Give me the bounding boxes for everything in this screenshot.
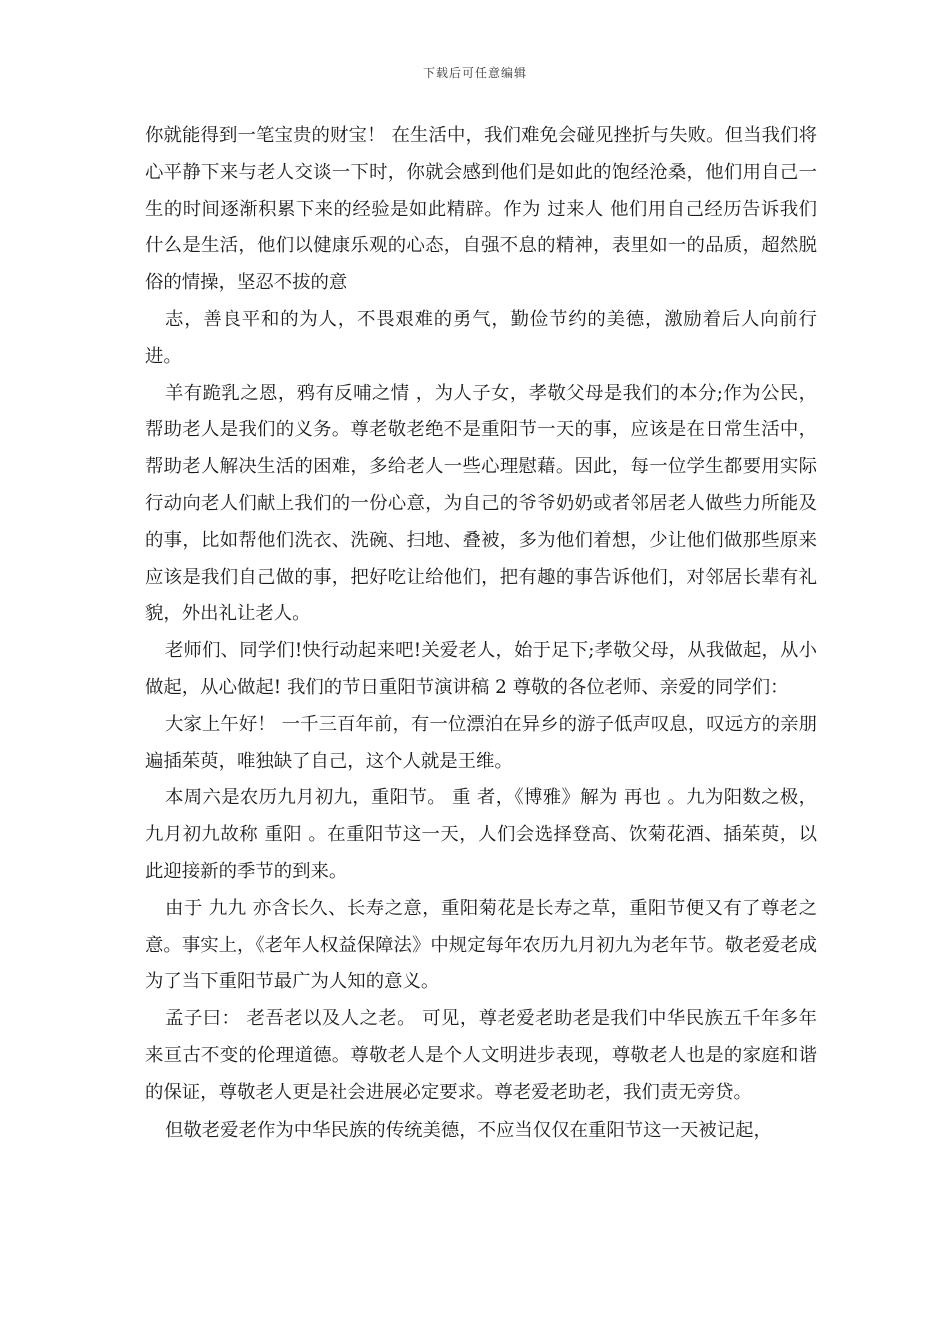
paragraph-7: 由于 九九 亦含长久、长寿之意，重阳菊花是长寿之草，重阳节便又有了尊老之意。事实上，《老年人权益保障法》中规定每年农历九月初九为老年节。敬老爱老成为了当下重阳节最广为人知的意义。 [145, 897, 817, 993]
paragraph-8: 孟子曰： 老吾老以及人之老。 可见，尊老爱老助老是我们中华民族五千年多年来亘古不变的伦理道德。尊敬老人是个人文明进步表现，尊敬老人也是的家庭和谐的保证，尊敬老人更是社会进展必定要求。尊老爱老助老，我们责无旁贷。 [145, 1008, 817, 1103]
paragraph-5: 大家上午好！ 一千三百年前，有一位漂泊在异乡的游子低声叹息，叹远方的亲朋遍插茱萸，唯独缺了自己，这个人就是王维。 [145, 713, 817, 772]
paragraph-4: 老师们、同学们!快行动起来吧!关爱老人，始于足下;孝敬父母，从我做起，从小做起，从心做起! 我们的节日重阳节演讲稿 2 尊敬的各位老师、亲爱的同学们： [145, 640, 817, 698]
document-body [145, 118, 817, 1149]
paragraph-3: 羊有跪乳之恩，鸦有反哺之情 ，为人子女，孝敬父母是我们的本分;作为公民，帮助老人是我们的义务。尊老敬老绝不是重阳节一天的事，应该是在日常生活中，帮助老人解决生活的困难，多给老人一些心理慰藉。因此，每一位学生都要用实际行动向老人们献上我们的一份心意，为自己的爷爷奶奶或者邻居老人做些力所能及的事，比如帮他们洗衣、洗碗、扫地、叠被，多为他们着想，少让他们做那些原来应该是我们自己做的事，把好吃让给他们，把有趣的事告诉他们，对邻居长辈有礼貌，外出礼让老人。 [145, 382, 817, 625]
paragraph-6: 本周六是农历九月初九，重阳节。 重 者，《博雅》解为 再也 。九为阳数之极，九月初九故称 重阳 。在重阳节这一天，人们会选择登高、饮菊花酒、插茱萸，以此迎接新的季节的到来。 [145, 787, 817, 882]
paragraph-1: 你就能得到一笔宝贵的财宝！ 在生活中，我们难免会碰见挫折与失败。但当我们将心平静下来与老人交谈一下时，你就会感到他们是如此的饱经沧桑，他们用自己一生的时间逐渐积累下来的经验是如此精辟。作为 过来人 他们用自己经历告诉我们什么是生活，他们以健康乐观的心态，自强不息的精神，表里如一的品质，超然脱俗的情操，坚忍不拔的意 [145, 125, 817, 294]
paragraph-9: 但敬老爱老作为中华民族的传统美德，不应当仅仅在重阳节这一天被记起， [165, 1119, 772, 1141]
paragraph-2: 志，善良平和的为人，不畏艰难的勇气，勤俭节约的美德，激励着后人向前行进。 [145, 308, 817, 367]
page-header: 下载后可任意编辑 [422, 66, 527, 80]
